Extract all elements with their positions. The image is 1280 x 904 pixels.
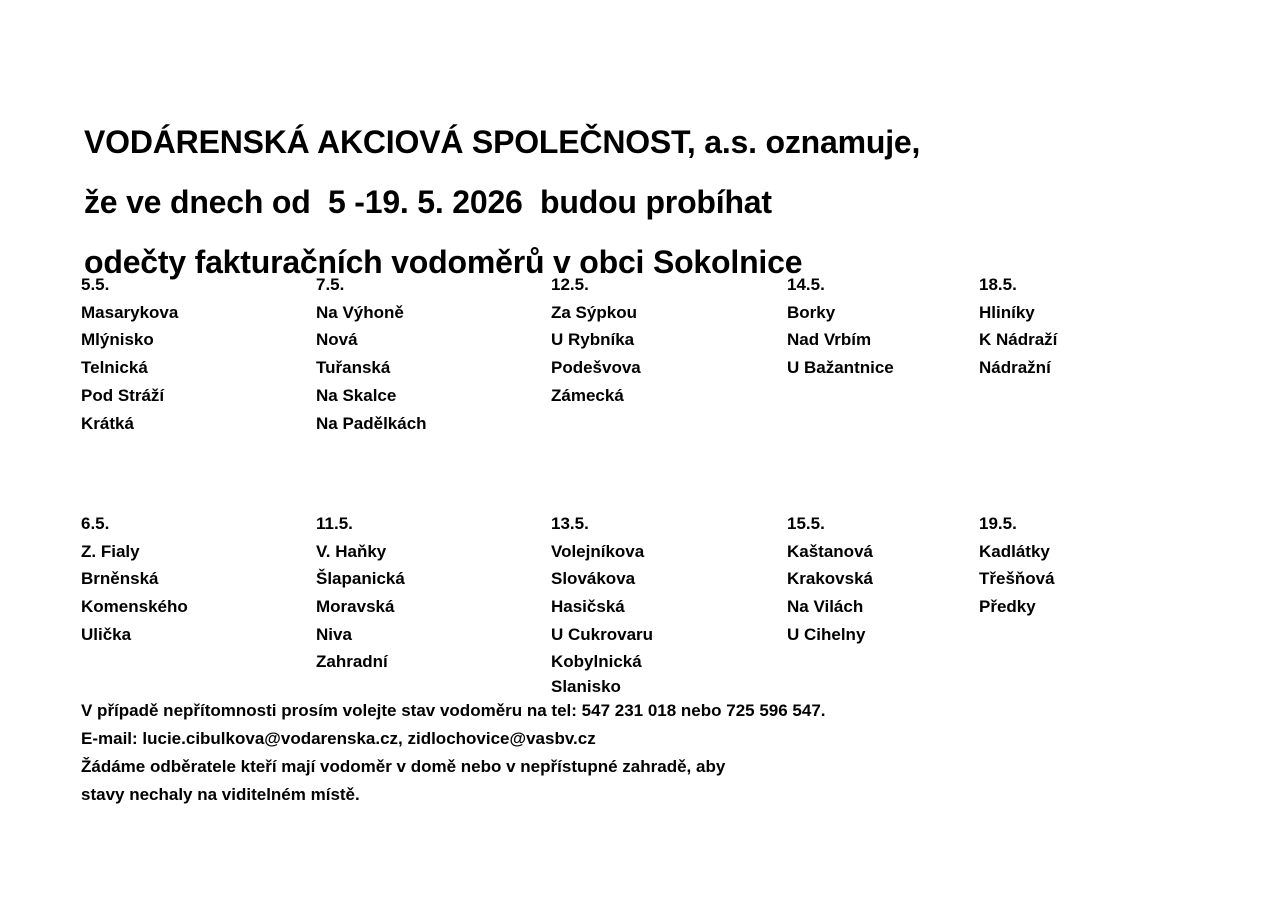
street-name: Za Sýpkou (551, 302, 637, 322)
street-name: Tuřanská (316, 358, 391, 378)
street-name: Na Výhoně (316, 302, 404, 322)
street-name: Krátká (81, 413, 134, 433)
day-date: 5.5. (81, 275, 110, 294)
day-date: 19.5. (979, 514, 1017, 533)
street-name: U Bažantnice (787, 358, 894, 378)
street-name: U Cihelny (787, 624, 866, 644)
street-name: Podešvova (551, 358, 641, 378)
street-name: U Rybníka (551, 330, 635, 350)
phone-notice: V případě nepřítomnosti prosím volejte stav vodoměru na tel: 547 231 018 nebo 725 596 547. (81, 701, 826, 720)
street-name: Kobylnická (551, 651, 642, 671)
day-column (551, 510, 771, 700)
street-name: Telnická (81, 358, 148, 378)
day-column (316, 510, 536, 674)
day-date: 6.5. (81, 514, 110, 533)
street-name: Brněnská (81, 569, 159, 589)
heading-line-1: VODÁRENSKÁ AKCIOVÁ SPOLEČNOST, a.s. oznamuje, (84, 124, 921, 160)
street-name: Komenského (81, 597, 188, 617)
street-name: Na Padělkách (316, 413, 427, 433)
street-name: Kaštanová (787, 541, 873, 561)
street-name: Hliníky (979, 302, 1035, 322)
day-column (979, 510, 1199, 621)
heading-line-3: odečty fakturačních vodoměrů v obci Sokolnice (84, 244, 803, 280)
street-name: Masarykova (81, 302, 179, 322)
street-name: V. Haňky (316, 541, 387, 561)
street-name: K Nádraží (979, 330, 1058, 350)
street-name: Zahradní (316, 651, 388, 671)
street-name: Slanisko (551, 677, 621, 697)
day-column (979, 271, 1199, 382)
street-name: Volejníkova (551, 541, 645, 561)
day-column (787, 510, 1007, 649)
contact-footer (81, 697, 1181, 809)
day-date: 12.5. (551, 275, 589, 294)
street-name: Nová (316, 330, 358, 350)
street-name: U Cukrovaru (551, 624, 654, 644)
street-name: Šlapanická (316, 569, 405, 589)
street-name: Na Vilách (787, 597, 864, 617)
street-name: Slovákova (551, 569, 636, 589)
day-date: 18.5. (979, 275, 1017, 294)
day-column (787, 271, 1007, 382)
day-column (81, 271, 301, 437)
street-name: Pod Stráží (81, 385, 165, 405)
day-date: 14.5. (787, 275, 825, 294)
day-date: 11.5. (316, 514, 353, 533)
street-name: Ulička (81, 624, 132, 644)
street-name: Borky (787, 302, 836, 322)
street-name: Niva (316, 624, 352, 644)
request-notice-line-1: Žádáme odběratele kteří mají vodoměr v domě nebo v nepřístupné zahradě, aby (81, 757, 726, 776)
street-name: Krakovská (787, 569, 874, 589)
day-date: 13.5. (551, 514, 589, 533)
day-column (316, 271, 536, 437)
email-notice: E-mail: lucie.cibulkova@vodarenska.cz, zidlochovice@vasbv.cz (81, 729, 596, 748)
street-name: Hasičská (551, 597, 625, 617)
street-name: Moravská (316, 597, 395, 617)
day-column (551, 271, 771, 410)
day-date: 15.5. (787, 514, 825, 533)
request-notice-line-2: stavy nechaly na viditelném místě. (81, 785, 360, 804)
street-name: Z. Fialy (81, 541, 140, 561)
street-name: Mlýnisko (81, 330, 154, 350)
heading-line-2: že ve dnech od 5 -19. 5. 2026 budou probíhat (84, 184, 772, 220)
announcement-heading (84, 112, 1184, 292)
street-name: Předky (979, 597, 1036, 617)
street-name: Nádražní (979, 358, 1051, 378)
street-name: Kadlátky (979, 541, 1050, 561)
street-name: Nad Vrbím (787, 330, 872, 350)
day-date: 7.5. (316, 275, 345, 294)
street-name: Třešňová (979, 569, 1055, 589)
street-name: Na Skalce (316, 385, 397, 405)
day-column (81, 510, 301, 649)
street-name: Zámecká (551, 385, 624, 405)
